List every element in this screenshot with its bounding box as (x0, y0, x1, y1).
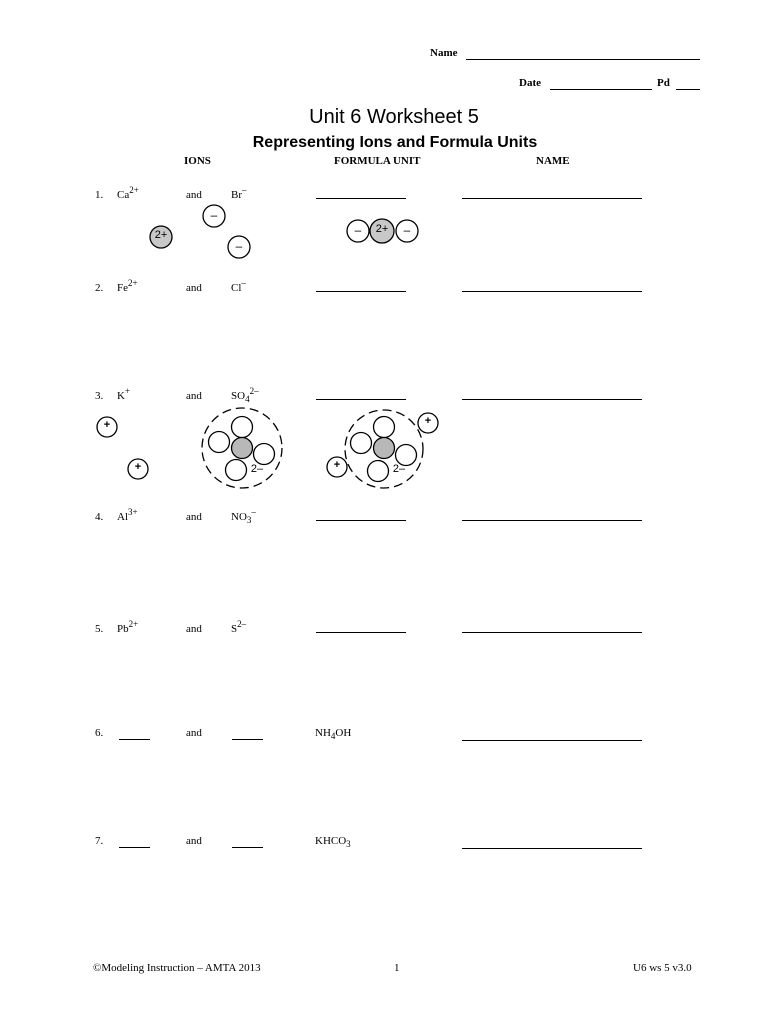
cation: K+ (117, 386, 131, 402)
ion-charge-label: + (424, 415, 432, 427)
ion-charge-label: + (333, 459, 341, 471)
cation: $Fe^{2+}$ (117, 278, 138, 294)
ion-charge-label: 2+ (375, 223, 389, 235)
row-number: 7. (95, 835, 104, 847)
formula-unit: $KHCO_3$ (315, 835, 351, 849)
anion: $SO_4^{2-}$ (231, 386, 259, 404)
ion-charge-label: + (103, 419, 111, 431)
row-number: 6. (95, 727, 104, 739)
name-blank[interactable] (462, 632, 642, 633)
row-number: 3. (95, 390, 104, 402)
anion: $NO_3^-$ (231, 507, 256, 525)
and-label: and (186, 727, 202, 739)
row-number: 4. (95, 511, 104, 523)
and-label: and (186, 511, 202, 523)
and-label: and (186, 189, 202, 201)
cation: $Al^{3+}$ (117, 507, 138, 523)
ion-charge-label: – (210, 208, 218, 222)
cation: $Ca^{2+}$ (117, 185, 139, 201)
ion-charge-label: – (235, 239, 243, 253)
footer-version: U6 ws 5 v3.0 (633, 962, 692, 974)
ion-charge-label: 2– (392, 463, 406, 475)
formula-unit-blank[interactable] (316, 520, 406, 521)
date-label: Date (519, 77, 541, 89)
formula-unit-blank[interactable] (316, 632, 406, 633)
cation-blank[interactable] (119, 847, 150, 848)
anion-blank[interactable] (232, 847, 263, 848)
name-blank[interactable] (462, 848, 642, 849)
page-title: Unit 6 Worksheet 5 (309, 106, 479, 128)
column-header-name: NAME (536, 155, 570, 167)
name-blank[interactable] (462, 520, 642, 521)
ion-charge-label: 2+ (154, 229, 168, 241)
cation: $Pb^{2+}$ (117, 619, 139, 635)
and-label: and (186, 623, 202, 635)
anion: Cl– (231, 278, 246, 294)
anion-blank[interactable] (232, 739, 263, 740)
row-number: 2. (95, 282, 104, 294)
column-header-formula-unit: FORMULA UNIT (334, 155, 421, 167)
cation-blank[interactable] (119, 739, 150, 740)
page-subtitle: Representing Ions and Formula Units (252, 134, 538, 151)
formula-unit: $NH_4OH$ (315, 727, 352, 741)
name-blank[interactable] (462, 740, 642, 741)
anion: $S^{2-}$ (231, 619, 247, 635)
ion-charge-label: + (134, 461, 142, 473)
and-label: and (186, 835, 202, 847)
period-label: Pd (657, 77, 670, 89)
row-number: 5. (95, 623, 104, 635)
footer-copyright: ©Modeling Instruction – AMTA 2013 (93, 962, 261, 974)
and-label: and (186, 282, 202, 294)
anion: Br– (231, 185, 247, 201)
and-label: and (186, 390, 202, 402)
row-number: 1. (95, 189, 104, 201)
ion-charge-label: 2– (250, 463, 264, 475)
footer-page-number: 1 (394, 962, 400, 974)
name-label: Name (430, 47, 458, 59)
column-header-ions: IONS (184, 155, 211, 167)
ion-charge-label: – (403, 223, 411, 237)
ion-charge-label: – (354, 223, 362, 237)
